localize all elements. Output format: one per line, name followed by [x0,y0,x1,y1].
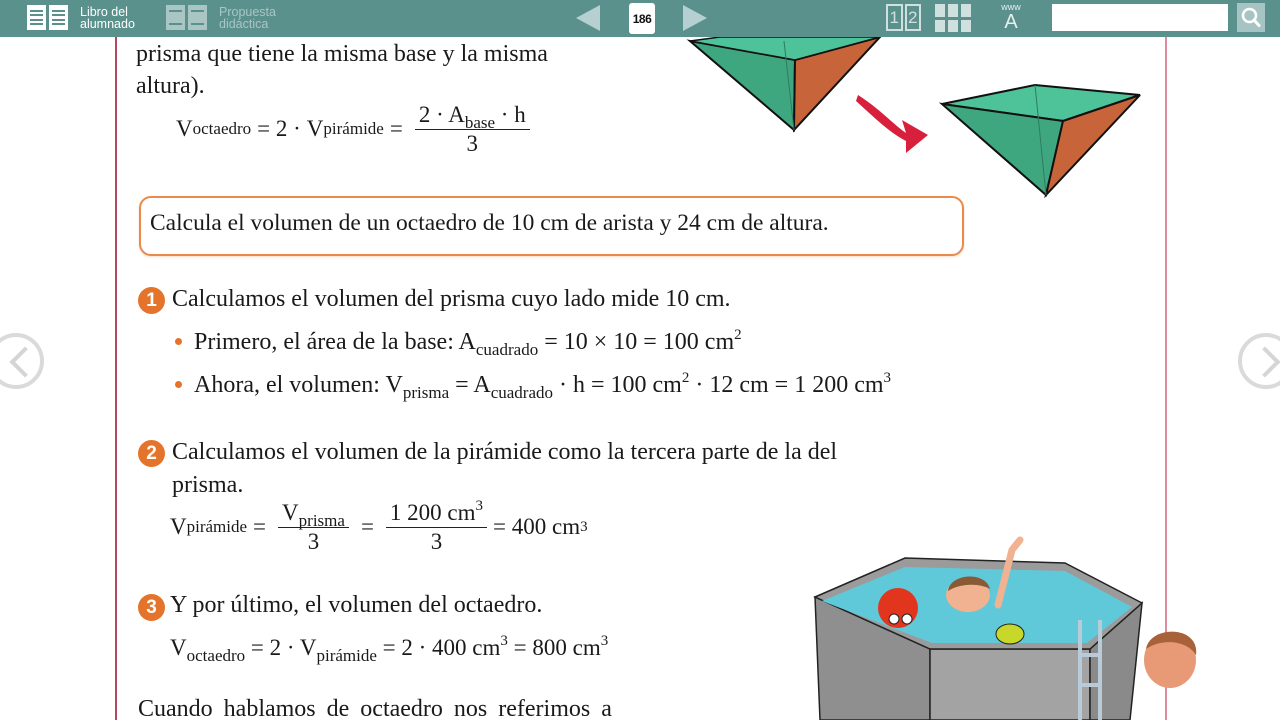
step-3-text: Y por último, el volumen del octaedro. [170,592,543,618]
next-page-arrow-icon[interactable] [683,5,707,31]
www-glyph: A [1004,11,1018,33]
next-page-button[interactable] [1238,333,1280,389]
top-toolbar [0,0,1280,37]
search-button[interactable] [1237,3,1265,32]
student-book-button[interactable] [27,5,135,30]
task-statement-box [139,196,964,256]
page-number-field[interactable]: 186 [629,3,655,34]
previous-page-button[interactable] [0,333,44,389]
page-2-digit: 2 [905,4,922,31]
step-3-badge: 3 [138,594,165,621]
step-1-bullet-1: Primero, el área de la base: $A_{cuadrado} = 10 \times 10 = 100$ $cm^2$ [194,327,742,359]
step-1-bullet-2: Ahora, el volumen: $V_{prisma} = A_{cuadrado} \cdot h = 100$ $cm^2 \cdot 12$ cm = 1 200 $cm^3$ [194,370,892,402]
step-1-badge: 1 [138,287,165,314]
previous-page-arrow-icon[interactable] [576,5,600,31]
teacher-guide-label: Propuesta didáctica [219,4,276,31]
step-2-text-line-1: Calculamos el volumen de la pirámide como la tercera parte de la del [172,439,838,465]
closing-text: Cuando hablamos de octaedro nos referimos a [138,696,612,722]
task-statement: Calcula el volumen de un octaedro de 10 cm de arista y 24 cm de altura. [150,210,829,236]
formula-octahedron-general: V octaedro = 2 · V pirámide = $\frac{2 \cdot A_{base} \cdot h}{3}$ [176,98,536,160]
student-book-label: Libro del alumnado [80,4,135,31]
search-input[interactable] [1052,4,1228,31]
intro-text-line-2: altura). [136,73,205,99]
formula-pyramid-volume: V pirámide = $\frac{V_{prisma}}{3}$ = $\frac{1 200 cm^3}{3}$ = 400 cm 3 [170,497,588,554]
formula-octahedron-result: $V_{octaedro} = 2 \cdot V_{pirámide} = 2 \cdot 400$ $cm^3 = 800$ $cm^3$ [170,633,609,665]
page-1-digit: 1 [886,4,903,31]
step-2-text-line-2: prisma. [172,472,244,498]
double-page-view-button[interactable] [886,4,921,31]
step-2-badge: 2 [138,440,165,467]
pool-illustration [790,525,1210,720]
chevron-right-icon [1249,346,1280,377]
thumbnail-grid-icon[interactable] [935,4,971,32]
page-margin-left [115,37,117,720]
intro-text-line-1: prisma que tiene la misma base y la misma [136,41,548,67]
web-resources-icon[interactable] [994,2,1028,34]
open-book-icon [27,5,68,30]
teacher-book-icon [166,5,207,30]
search-icon [1237,3,1265,32]
pyramid-illustration [680,37,1160,207]
teacher-guide-button[interactable] [166,5,276,30]
www-label: www [1001,2,1021,12]
bullet-dot [175,381,182,388]
step-1-text: Calculamos el volumen del prisma cuyo lado mide 10 cm. [172,286,731,312]
chevron-left-icon [9,346,40,377]
bullet-dot [175,338,182,345]
